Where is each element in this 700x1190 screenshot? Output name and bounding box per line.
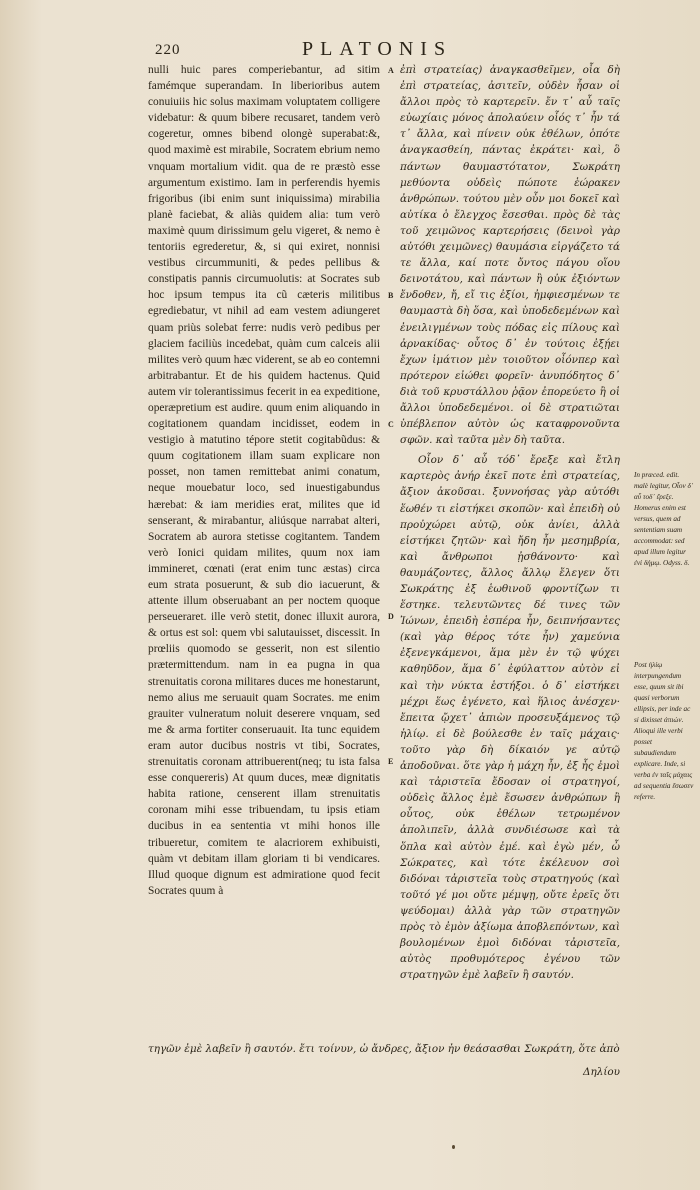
catchword: Δηλίου [583,1066,620,1078]
greek-paragraph-2: Οἷον δ᾽ αὖ τόδ᾽ ἔρεξε καὶ ἔτλη καρτερὸς ἀνήρ ἐκεῖ ποτε ἐπὶ στρατείας, ἄξιον ἀκοῦσαι. ξυννοήσας γὰρ αὐτόθι ἕωθέν τι εἱστήκει σκοπῶν· καὶ ἐπειδὴ οὐ προὐχώρει αὐτῷ, οὐκ ἀνίει, ἀλλὰ εἱστήκει ζητῶν· καὶ ἤδη ἦν μεσημβρία, καὶ ἄνθρωποι ᾐσθάνοντο· καὶ θαυμάζοντες, ἄλλος ἄλλῳ ἔλεγεν ὅτι Σωκράτης ἐξ ἑωθινοῦ φροντίζων τι ἕστηκε. τελευτῶντες δέ τινες τῶν Ἰώνων, ἐπειδὴ ἑσπέρα ἦν, δειπνήσαντες (καὶ γὰρ θέρος τότε ἦν) χαμεύνια ἐξενεγκάμενοι, ἅμα μὲν ἐν τῷ ψύχει καθηῦδον, ἅμα δ᾽ ἐφύλαττον αὐτὸν εἰ καὶ τὴν νύκτα ἑστήξοι. ὁ δ᾽ εἱστήκει μέχρι ἕως ἐγένετο, καὶ ἥλιος ἀνέσχεν· ἔπειτα ᾤχετ᾽ ἀπιὼν προσευξάμενος τῷ ἡλίῳ. εἰ δὲ βούλεσθε ἐν ταῖς μάχαις· τοῦτο γὰρ δὴ δίκαιόν γε αὐτῷ ἀποδοῦναι. ὅτε γὰρ ἡ μάχη ἦν, ἐξ ἧς ἐμοὶ καὶ τἀριστεῖα ἔδοσαν οἱ στρατηγοί, οὐδεὶς ἄλλος ἐμὲ ἔσωσεν ἀνθρώπων ἢ οὗτος, οὐκ ἐθέλων τετρωμένον ἀπολιπεῖν, ἀλλὰ συνδιέσωσε καὶ τὰ ὅπλα καὶ αὐτὸν ἐμέ. καὶ ἐγὼ μέν, ὦ Σώκρατες, καὶ τότε ἐκέλευον σοὶ διδόναι τἀριστεῖα τοὺς στρατηγούς (καὶ τοῦτό γέ μοι οὔτε μέμψῃ, οὔτε ἐρεῖς ὅτι ψεύδομαι) ἀλλὰ γὰρ τῶν στρατηγῶν πρὸς τὸ ἐμὸν ἀξίωμα ἀποβλεπόντων, καὶ βουλομένων ἐμοὶ διδόναι τἀριστεῖα, αὐτὸς προθυμότερος ἐγένου τῶν στρατηγῶν ἐμὲ λαβεῖν ἢ σαυτόν. [400,454,620,982]
greek-column [400,62,620,985]
section-marker-e: E [388,757,394,766]
section-marker-a: A [388,66,394,75]
latin-text: nulli huic pares comperiebantur, ad sitim famémque superandam. In liberioribus autem conuiuiis hic solus maximam voluptatem colligere videbatur: & quum bibere recusaret, tandem verò cogeretur, omnes bibend olongè superabat:&, quod maximè est mirabile, Socratem ebrium nemo vnquam mortalium vidit. qua de re præstò esse argumentum existimo. Iam in perferendis hyemis frigoribus (ibi enim sunt iniquissima) mirabilia planè faciebat, & aliàs quidem alia: tum verò maximè quum dirissimum gelu vigeret, & nemo è tentoriis egrederetur, &, si qui exiret, nonnisi vestibus circummuniti, & pedes pellibus & constipatis pannis circumuolutis: at Socrates sub hoc ipsum tempus ita cũ cæteris militibus egrediebatur, vt nihil ad eam vestem adiungeret quam priùs solebat ferre: nudis verò pedibus per glaciem faciliùs incedebat, quàm cum calceis alii milites verò quum hæc viderent, se ab eo contemni arbitrabantur. Et de his quidem hactenus. Quid autem vir tolerantissimus fecerit in ea expeditione, operæpretium est audire. quum enim aliquando in cogitationem quandam incidisset, eodem in vestigio à matutino tépore stetit cogitabũdus: & quum cogitationem illam suam explicare non posset, non tamen remittebat animi conatum, neque mouebatur loco, sed inuestigabundus hærebat: & iam meridies erat, milites que id senserant, & mirabantur, aliúsque narrabat alteri, Socratem ab aurora stetisse cogitantem. Tandem verò Ionici quidam milites, quum nox iam immineret, cœnati (erat enim tunc æstas) circa eum strata posuerunt, & sub dio iacuerunt, & attente illum obseruabant an per noctem quoque perseueraret. ille verò stetit, donec illuxit aurora, & ortus est sol: quem vbi salutauisset, discessit. In prœliis quomodo se gesserit, non est silentio prætermittendum. nam in ea pugna in qua strenuitatis corona militares duces me honestarunt, nemo alius me seruauit quam Socrates. me enim grauiter vulneratum noluit deserere vnquam, sed me & arma fortiter conseruauit. Ita tunc equidem eram autor ducibus nostris vt tibi, Socrates, strenuitatis coronam attribuerent(neq; tu ista falsa esse conquereris) At quum duces, meæ dignitatis habita ratione, censerent illam strenuitatis coronam mihi esse tribuendam, tu ipsis etiam ducibus in ea sententia vt mihi honos ille tribueretur, comitem te alacriorem exhibuisti, quàm vt debitam illam gloriam ti bi vendicares. Illud quoque dignum est admiratione quod fecit Socrates quum à [148,64,380,897]
marginal-note-2: Post ἡλίῳ interpungendum esse, quum sit ibi quasi verborum ellipsis, per inde ac si dixisset ἀπιὼν. Alioqui ille verbi posset subaudiendum explicare. Inde, si verba ἐν ταῖς μάχαις ad sequentia ἔσωσεν referre. [634,661,694,801]
running-head: PLATONIS [302,38,453,60]
page-number: 220 [155,42,181,58]
greek-paragraph-1: ἐπὶ στρατείας) ἀναγκασθεῖμεν, οἷα δὴ ἐπὶ στρατείας, ἀσιτεῖν, οὐδὲν ἦσαν οἱ ἄλλοι πρὸς τὸ καρτερεῖν. ἔν τ᾽ αὖ ταῖς εὐωχίαις μόνος ἀπολαύειν οἷός τ᾽ ἦν τά τ᾽ ἄλλα, καὶ πίνειν οὐκ ἐθέλων, ὁπότε ἀναγκασθείη, πάντας ἐκράτει· καὶ, ὃ πάντων θαυμαστότατον, Σωκράτη μεθύοντα οὐδεὶς πώποτε ἑώρακεν ἀνθρώπων. τούτου μὲν οὖν μοι δοκεῖ καὶ αὐτίκα ὁ ἔλεγχος ἔσεσθαι. πρὸς δὲ τὰς τοῦ χειμῶνος καρτερήσεις (δεινοὶ γὰρ αὐτόθι χειμῶνες) θαυμάσια εἰργάζετο τά τε ἄλλα, καί ποτε ὄντος πάγου οἵου δεινοτάτου, καὶ πάντων ἢ οὐκ ἐξιόντων ἔνδοθεν, ἤ, εἴ τις ἐξίοι, ἠμφιεσμένων τε θαυμαστὰ δὴ ὅσα, καὶ ὑποδεδεμένων καὶ ἐνειλιγμένων τοὺς πόδας εἰς πίλους καὶ ἀρνακίδας· οὗτος δ᾽ ἐν τούτοις ἐξῄει ἔχων ἱμάτιον μὲν τοιοῦτον οἷόνπερ καὶ πρότερον εἰώθει φορεῖν· ἀνυπόδητος δ᾽ διὰ τοῦ κρυστάλλου ῥᾷον ἐπορεύετο ἢ οἱ ἄλλοι ὑποδεδεμένοι. οἱ δὲ στρατιῶται ὑπέβλεπον αὐτὸν ὡς καταφρονοῦντα σφῶν. καὶ ταῦτα μὲν δὴ ταῦτα. [400,64,620,447]
ink-spot [452,1145,455,1149]
section-marker-c: C [388,420,394,429]
latin-column [148,62,380,899]
page-header [0,40,700,64]
section-marker-b: B [388,291,394,300]
section-marker-d: D [388,612,394,621]
marginal-note-1: In præced. edit. malè legitur, Οἷον δ᾽ αὖ τοδ᾽ ἔρεξε. Homerus enim est versus, quem ad sententiam suam accommodat: sed apud illum legitur ἐνὶ δήμῳ. Odyss. δ. [634,471,694,567]
bottom-line: τηγῶν ἐμὲ λαβεῖν ἢ σαυτόν. ἔτι τοίνυν, ὦ ἄνδρες, ἄξιον ἦν θεάσασθαι Σωκράτη, ὅτε ἀπὸ [148,1043,620,1055]
